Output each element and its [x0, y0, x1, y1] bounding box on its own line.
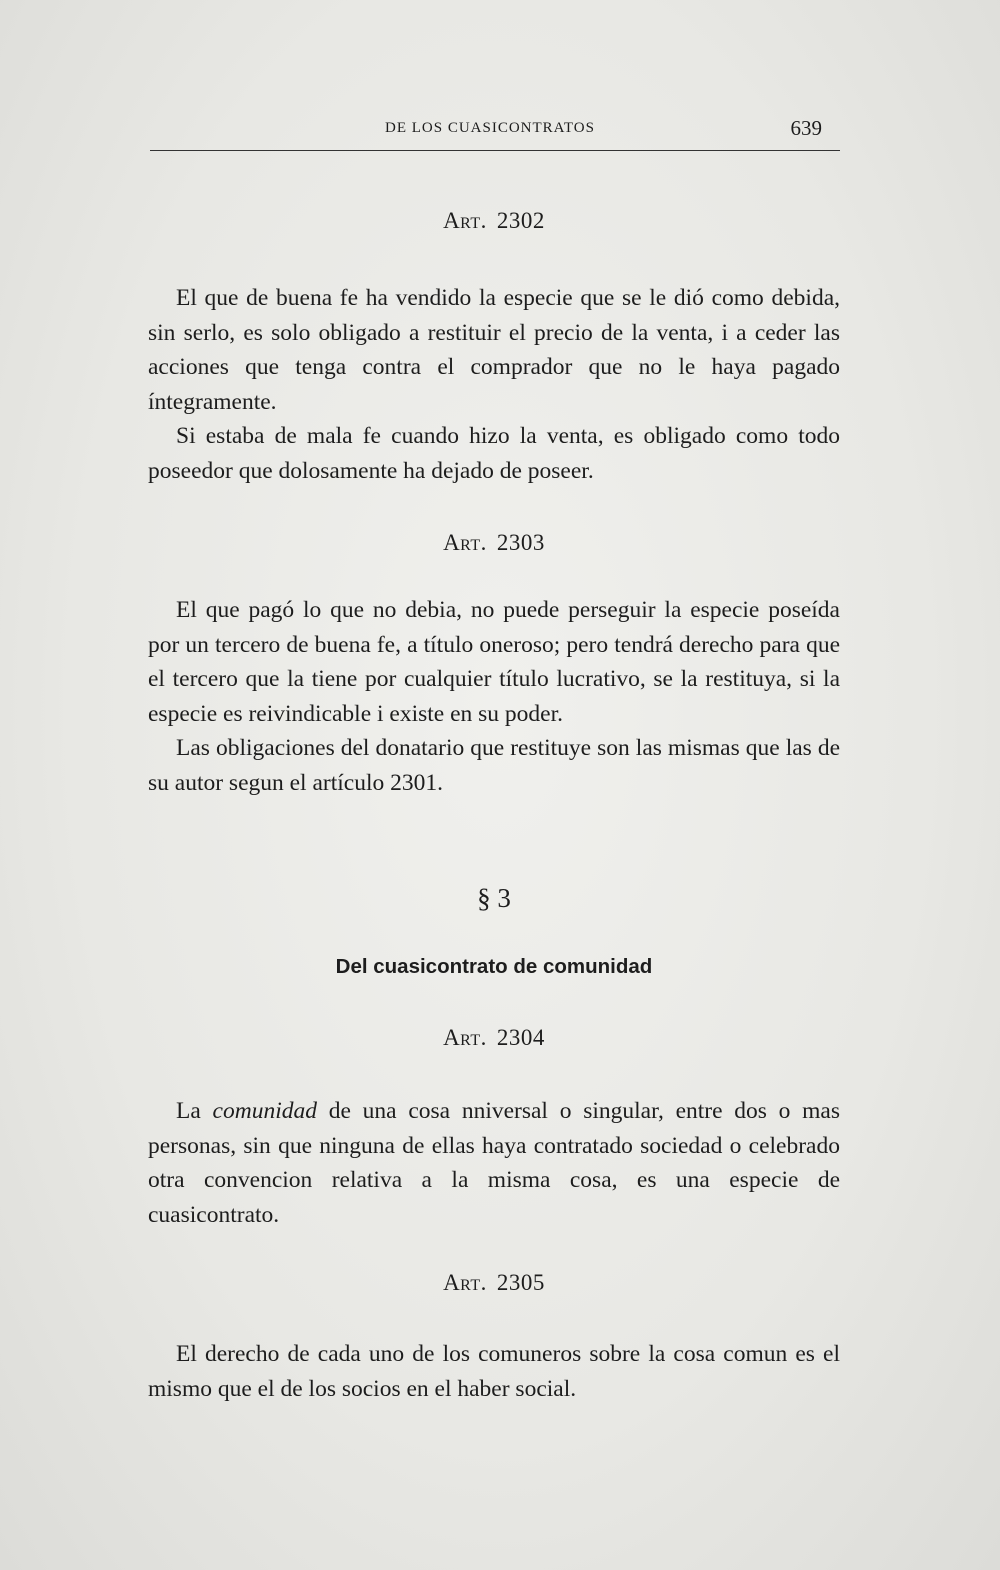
page-number: 639: [790, 116, 822, 140]
article-word: Art.: [443, 208, 487, 233]
running-header: [150, 116, 840, 151]
article-number: 2303: [496, 530, 545, 555]
article-number: 2305: [496, 1270, 545, 1295]
paragraph: El derecho de cada uno de los comuneros sobre la cosa comun es el mismo que el de los socios en el haber social.: [148, 1341, 840, 1402]
article-heading-2304: [148, 1025, 840, 1051]
article-heading-2303: [148, 530, 840, 556]
paragraph: Si estaba de mala fe cuando hizo la venta, es obligado como todo poseedor que dolosamente ha dejado de poseer.: [148, 423, 840, 484]
paragraph-start: La: [176, 1098, 201, 1124]
article-body-2305: [148, 1337, 840, 1406]
article-body-2304: [148, 1094, 840, 1232]
paragraph-rest: de una cosa nniversal o singular, entre dos o mas personas, sin que ninguna de ellas haya contratado sociedad o celebrado otra convencion relativa a la misma cosa, es una especie de cuasicontrato.: [148, 1098, 841, 1228]
paragraph: El que de buena fe ha vendido la especie que se le dió como debida, sin serlo, es solo obligado a restituir el precio de la venta, i a ceder las acciones que tenga contra el comprador que no le haya pagado íntegramente.: [148, 285, 840, 415]
running-title: DE LOS CUASICONTRATOS: [385, 120, 595, 136]
article-body-2303: [148, 593, 840, 800]
section-title: Del cuasicontrato de comunidad: [335, 955, 653, 978]
paragraph: Las obligaciones del donatario que restituye son las mismas que las de su autor segun el artículo 2301.: [148, 735, 840, 796]
article-heading-2305: [148, 1270, 840, 1296]
article-word: Art.: [443, 1025, 487, 1050]
article-word: Art.: [443, 1270, 487, 1295]
article-body-2302: [148, 281, 840, 488]
paragraph: El que pagó lo que no debia, no puede perseguir la especie poseída por un tercero de buena fe, a título oneroso; pero tendrá derecho para que el tercero que la tiene por cualquier título lucrativo, se la restituya, si la especie es reivindicable i existe en su poder.: [148, 597, 840, 727]
article-number: 2302: [496, 208, 545, 233]
article-word: Art.: [443, 530, 487, 555]
article-number: 2304: [496, 1025, 545, 1050]
article-heading-2302: [148, 208, 840, 234]
paragraph: [148, 1094, 840, 1232]
section-mark: § 3: [477, 883, 511, 913]
italic-term: comunidad: [212, 1098, 317, 1124]
